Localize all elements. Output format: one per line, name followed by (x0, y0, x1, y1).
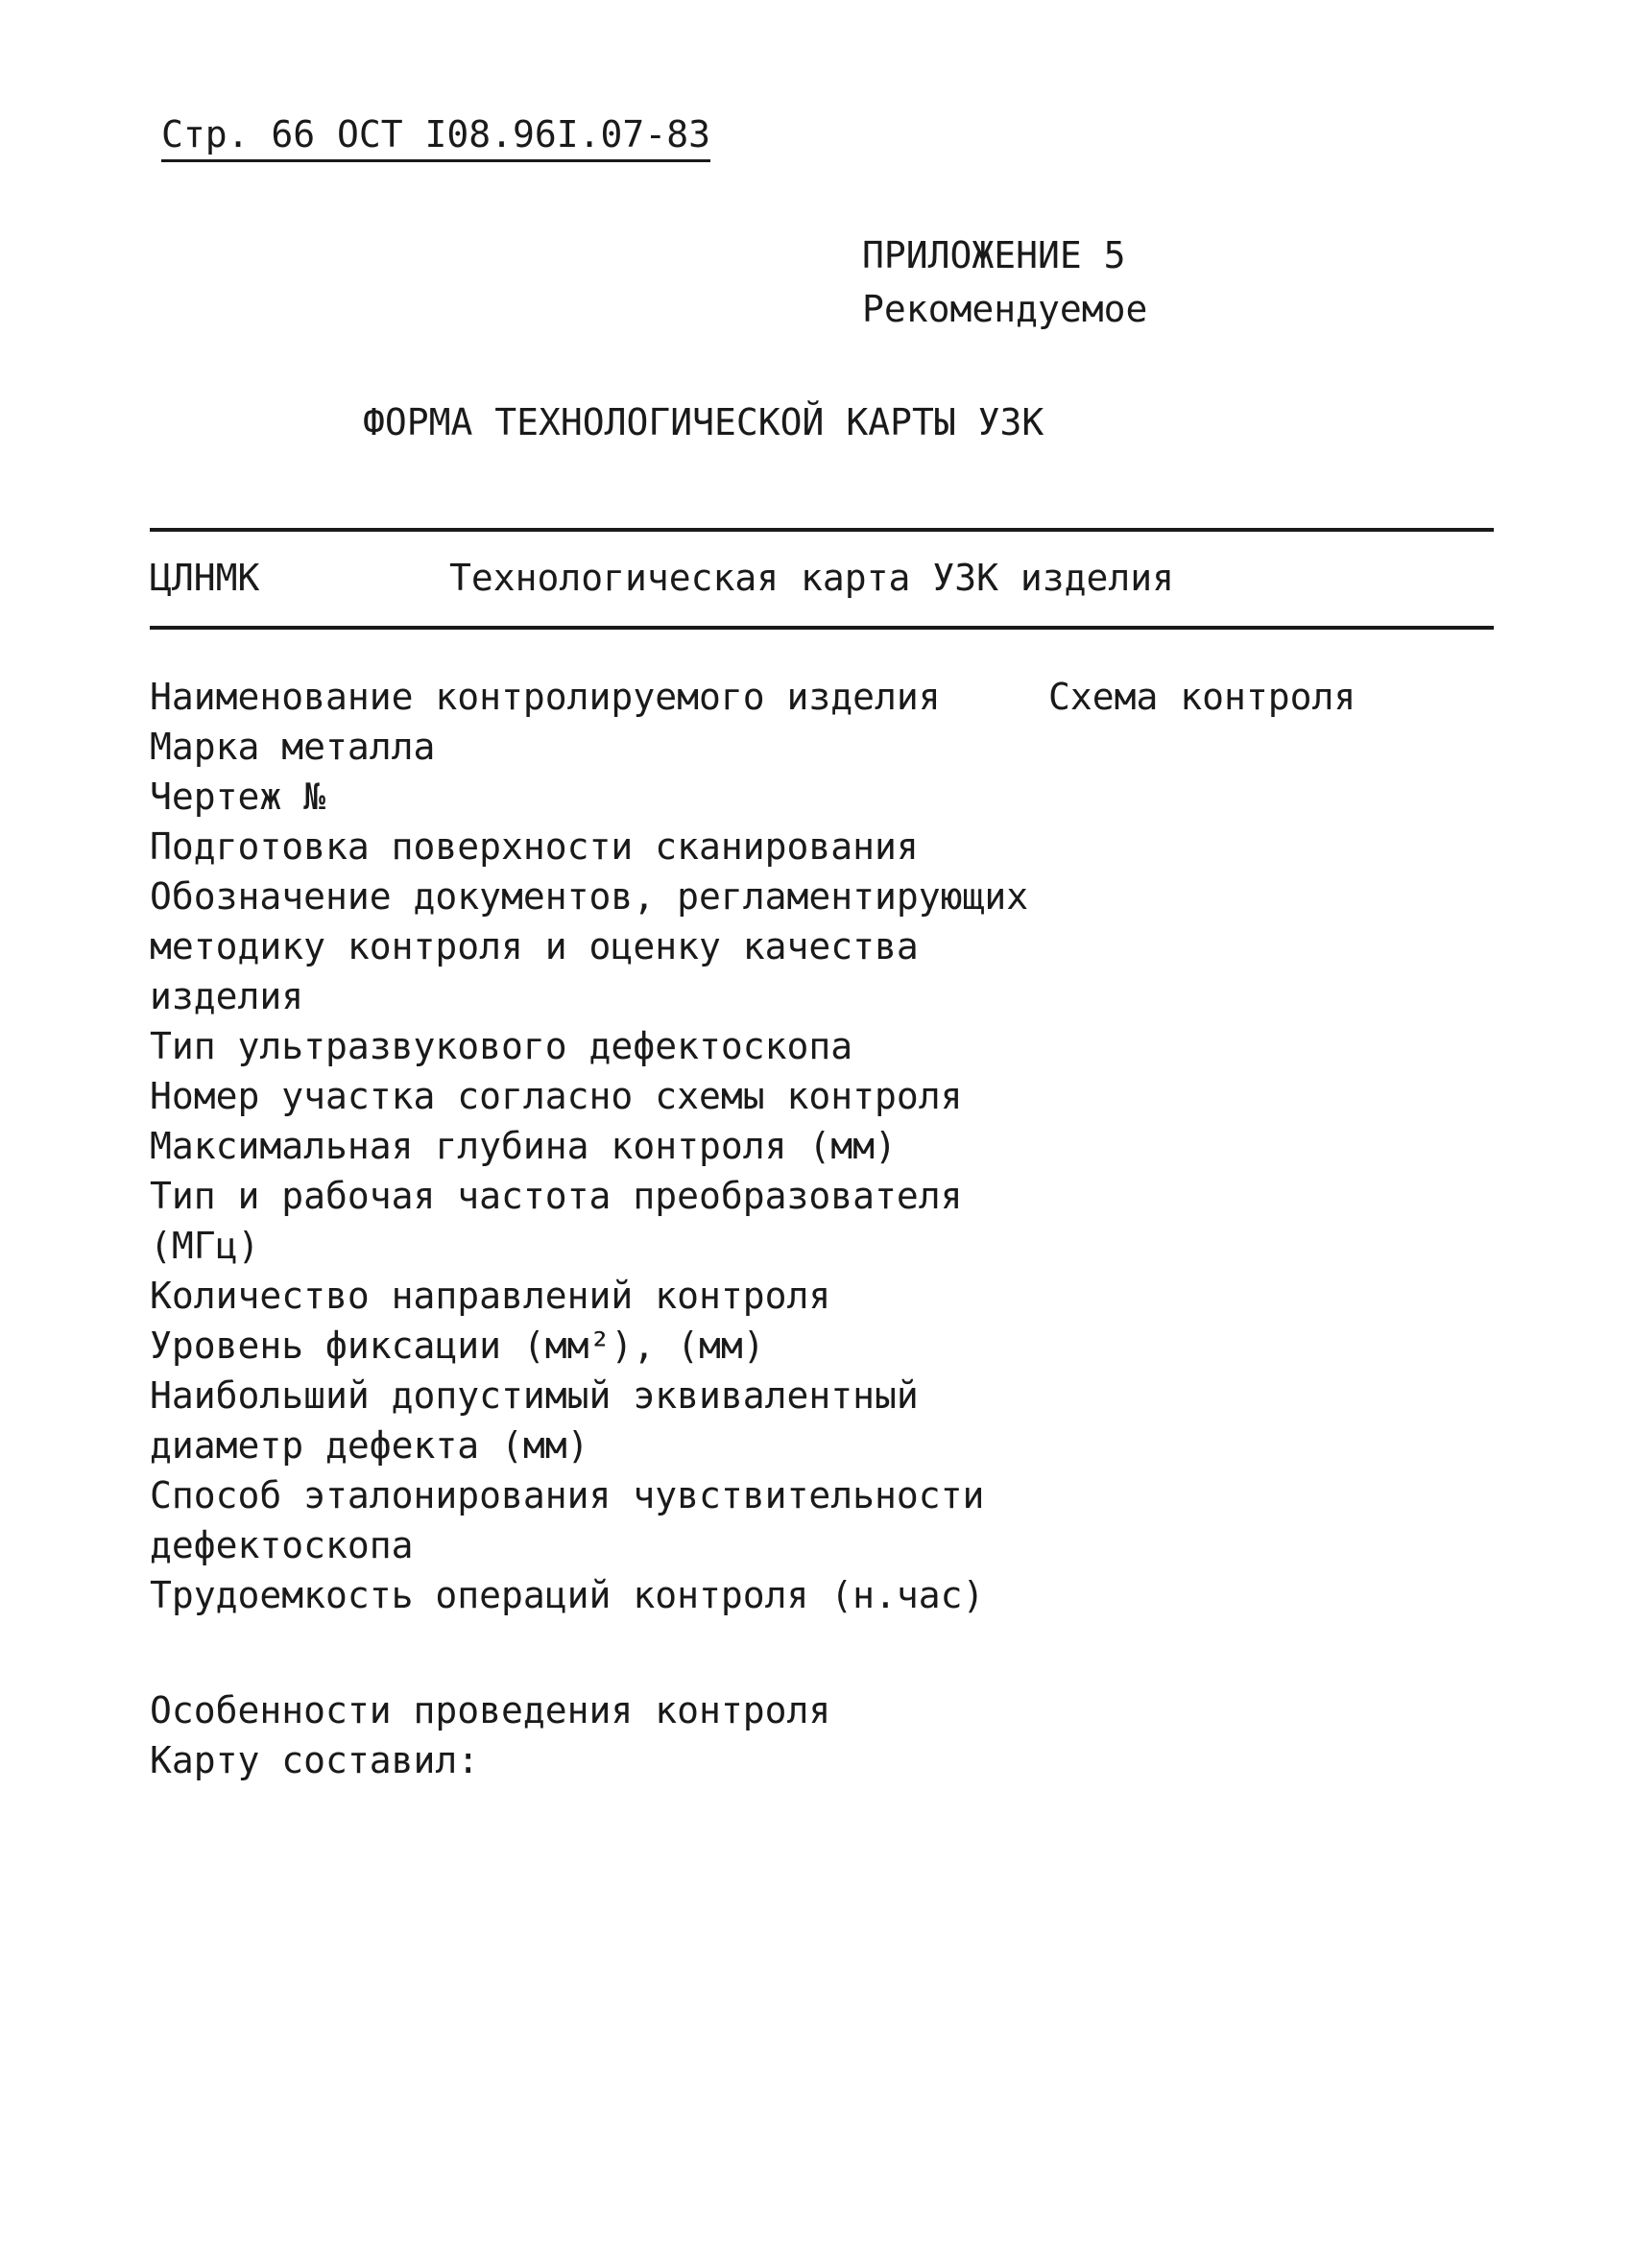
field-item: Наибольший допустимый эквивалентный диаметр дефекта (мм) (150, 1374, 919, 1467)
field-item: Уровень фиксации (мм²), (мм) (150, 1325, 765, 1367)
appendix-block (862, 228, 1147, 336)
card-footer (150, 1685, 830, 1785)
field-item: Номер участка согласно схемы контроля (150, 1075, 963, 1117)
footer-item: Особенности проведения контроля (150, 1689, 831, 1731)
field-item: Тип ультразвукового дефектоскопа (150, 1025, 853, 1067)
card-bottom-rule (150, 626, 1494, 630)
page-reference: Стр. 66 ОСТ I08.96I.07-83 (161, 113, 710, 162)
card-top-rule (150, 528, 1494, 532)
field-item: Максимальная глубина контроля (мм) (150, 1125, 897, 1167)
field-item: Количество направлений контроля (150, 1275, 831, 1317)
control-scheme-label: Схема контроля (1048, 676, 1356, 718)
field-item: Подготовка поверхности сканирования (150, 825, 919, 868)
appendix-status: Рекомендуемое (862, 288, 1148, 330)
appendix-title: ПРИЛОЖЕНИЕ 5 (862, 234, 1126, 276)
field-item: Чертеж № (150, 776, 326, 818)
card-fields-list (150, 672, 1033, 1620)
field-item: Наименование контролируемого изделия (150, 676, 941, 718)
field-item: Трудоемкость операций контроля (н.час) (150, 1574, 985, 1616)
form-title: ФОРМА ТЕХНОЛОГИЧЕСКОЙ КАРТЫ УЗК (363, 401, 1044, 443)
field-item: Способ эталонирования чувствительности дефектоскопа (150, 1474, 985, 1566)
card-name: Технологическая карта УЗК изделия (449, 557, 1174, 599)
card-organization: ЦЛНМК (150, 557, 260, 599)
field-item: Тип и рабочая частота преобразователя (МГц) (150, 1175, 963, 1267)
field-item: Марка металла (150, 726, 436, 768)
field-item: Обозначение документов, регламентирующих методику контроля и оценку качества изделия (150, 875, 1029, 1017)
footer-item: Карту составил: (150, 1739, 480, 1781)
